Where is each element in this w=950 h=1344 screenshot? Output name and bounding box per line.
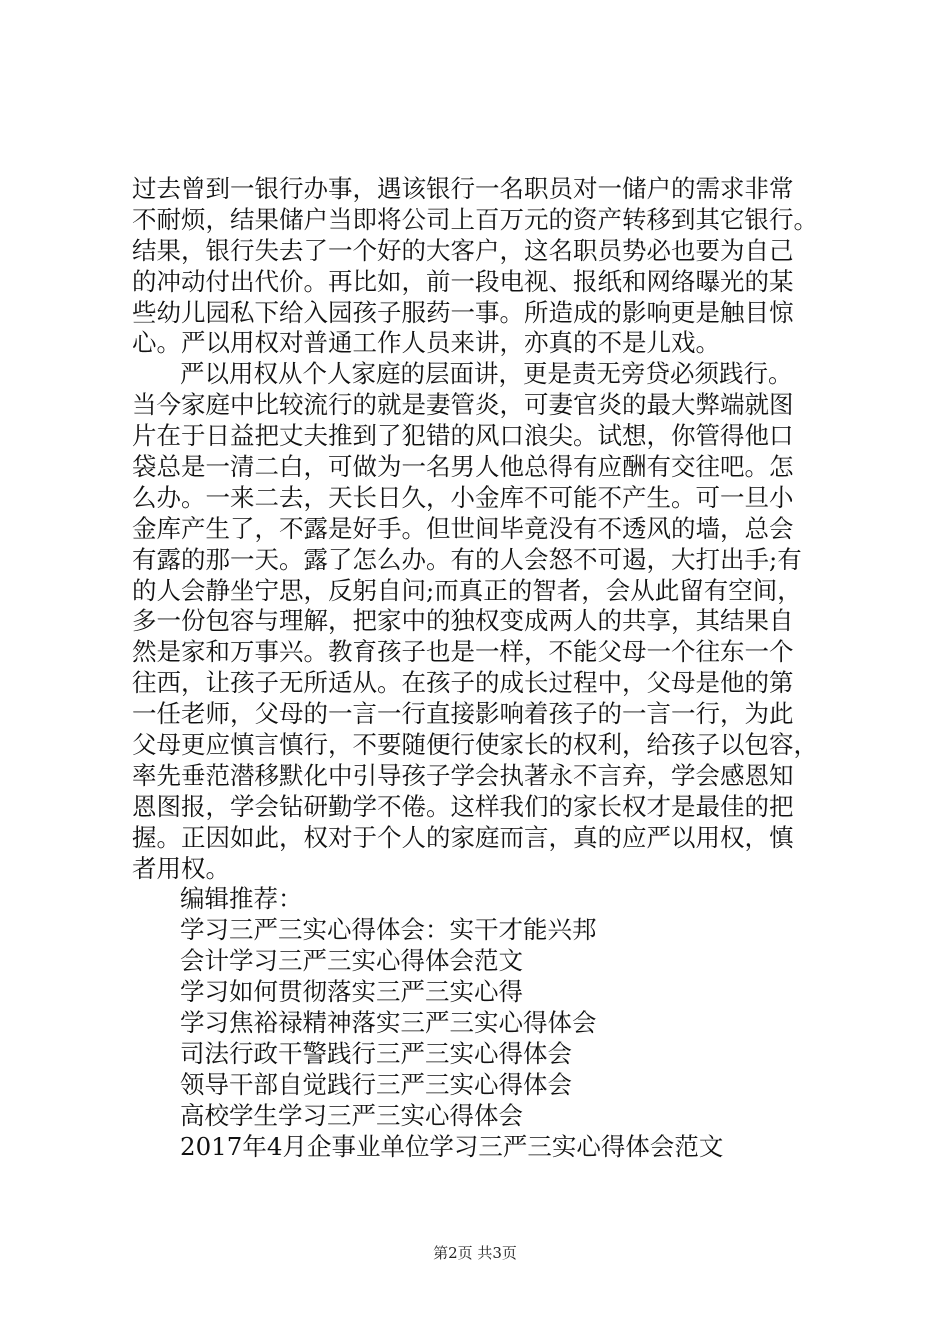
text-line: 多一份包容与理解，把家中的独权变成两人的共享，其结果自 bbox=[132, 606, 794, 636]
text-line: 结果，银行失去了一个好的大客户，这名职员势必也要为自己 bbox=[132, 235, 794, 265]
text-line: 的冲动付出代价。再比如，前一段电视、报纸和网络曝光的某 bbox=[132, 266, 794, 296]
recommend-link[interactable]: 学习三严三实心得体会：实干才能兴邦 bbox=[180, 915, 597, 945]
text-line: 握。正因如此，权对于个人的家庭而言，真的应严以用权，慎 bbox=[132, 822, 794, 852]
recommend-link[interactable]: 2017年4月企事业单位学习三严三实心得体会范文 bbox=[180, 1131, 724, 1161]
recommend-heading: 编辑推荐： bbox=[180, 884, 303, 914]
page-footer: 第2页 共3页 bbox=[433, 1244, 517, 1262]
text-line: 然是家和万事兴。教育孩子也是一样，不能父母一个往东一个 bbox=[132, 637, 794, 667]
paragraph-1 bbox=[132, 174, 832, 359]
text-line: 的人会静坐宁思，反躬自问;而真正的智者，会从此留有空间， bbox=[132, 575, 802, 605]
text-line: 袋总是一清二白，可做为一名男人他总得有应酬有交往吧。怎 bbox=[132, 452, 794, 482]
recommend-link[interactable]: 学习如何贯彻落实三严三实心得 bbox=[180, 977, 523, 1007]
text-line: 一任老师，父母的一言一行直接影响着孩子的一言一行，为此 bbox=[132, 699, 794, 729]
text-line: 有露的那一天。露了怎么办。有的人会怒不可遏，大打出手;有 bbox=[132, 544, 802, 574]
text-line: 严以用权从个人家庭的层面讲，更是责无旁贷必须践行。 bbox=[180, 359, 793, 389]
text-line: 率先垂范潜移默化中引导孩子学会执著永不言弃，学会感恩知 bbox=[132, 760, 794, 790]
text-line: 么办。一来二去，天长日久，小金库不可能不产生。可一旦小 bbox=[132, 482, 794, 512]
text-line: 往西，让孩子无所适从。在孩子的成长过程中，父母是他的第 bbox=[132, 668, 794, 698]
text-line: 父母更应慎言慎行，不要随便行使家长的权利，给孩子以包容， bbox=[132, 730, 818, 760]
text-line: 过去曾到一银行办事，遇该银行一名职员对一储户的需求非常 bbox=[132, 174, 794, 203]
paragraph-2 bbox=[132, 359, 832, 884]
text-line: 者用权。 bbox=[132, 853, 230, 883]
recommend-link[interactable]: 会计学习三严三实心得体会范文 bbox=[180, 946, 523, 976]
recommend-link[interactable]: 司法行政干警践行三严三实心得体会 bbox=[180, 1038, 572, 1068]
text-line: 恩图报，学会钻研勤学不倦。这样我们的家长权才是最佳的把 bbox=[132, 791, 794, 821]
text-line: 些幼儿园私下给入园孩子服药一事。所造成的影响更是触目惊 bbox=[132, 297, 794, 327]
recommend-section bbox=[132, 884, 832, 1162]
text-line: 当今家庭中比较流行的就是妻管炎，可妻官炎的最大弊端就图 bbox=[132, 390, 794, 420]
text-line: 金库产生了，不露是好手。但世间毕竟没有不透风的墙，总会 bbox=[132, 513, 794, 543]
recommend-link[interactable]: 学习焦裕禄精神落实三严三实心得体会 bbox=[180, 1008, 597, 1038]
text-line: 心。严以用权对普通工作人员来讲，亦真的不是儿戏。 bbox=[132, 328, 720, 358]
recommend-list bbox=[132, 915, 832, 1162]
text-line: 片在于日益把丈夫推到了犯错的风口浪尖。试想，你管得他口 bbox=[132, 421, 794, 451]
text-line: 不耐烦，结果储户当即将公司上百万元的资产转移到其它银行。 bbox=[132, 204, 818, 234]
recommend-link[interactable]: 领导干部自觉践行三严三实心得体会 bbox=[180, 1069, 572, 1099]
recommend-link[interactable]: 高校学生学习三严三实心得体会 bbox=[180, 1100, 523, 1130]
document-body bbox=[132, 174, 832, 1163]
